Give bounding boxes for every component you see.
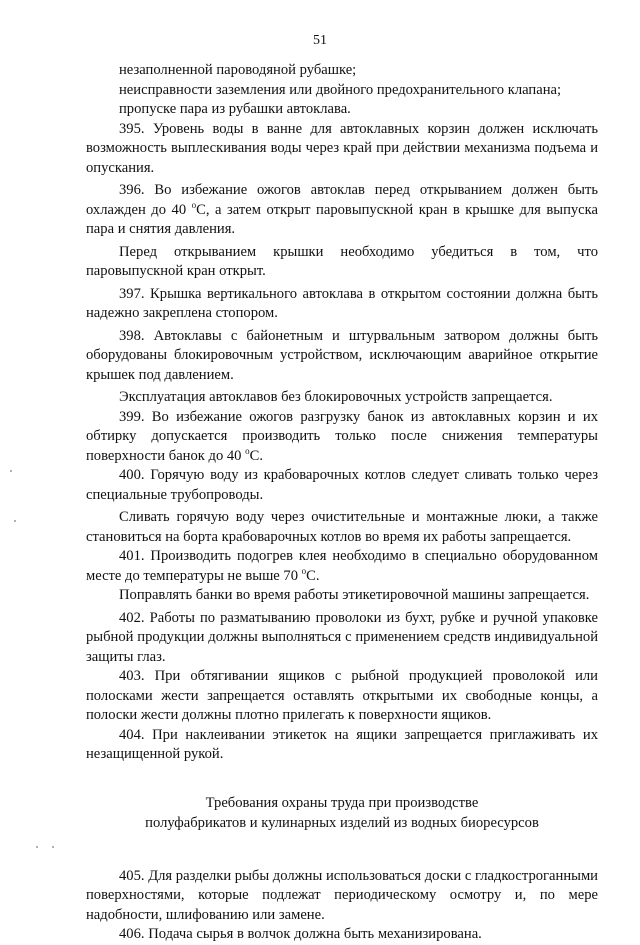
paragraph-399-text-a: 399. Во избежание ожогов разгрузку банок из автоклавных корзин и их обтирку допускается производить только после снижения температуры поверхности банок до 40 bbox=[86, 408, 598, 464]
paragraph-401-continued: Поправлять банки во время работы этикетировочной машины запрещается. bbox=[119, 587, 590, 603]
paragraph-396 bbox=[86, 181, 598, 240]
paragraph-400-continued: Сливать горячую воду через очистительные и монтажные люки, а также становиться на борта крабоварочных котлов во время их работы запрещается. bbox=[86, 509, 598, 545]
page-number: 51 bbox=[313, 33, 327, 48]
paragraph-399-text-b: С. bbox=[249, 447, 264, 464]
list-line-1: незаполненной пароводяной рубашке; bbox=[119, 62, 357, 78]
paragraph-404: 404. При наклеивании этикеток на ящики запрещается приглаживать их незащищенной рукой. bbox=[86, 726, 598, 762]
document-body bbox=[86, 61, 598, 945]
scan-artifact bbox=[14, 520, 16, 522]
section-heading-line-1: Требования охраны труда при производстве bbox=[205, 794, 479, 811]
paragraph-399 bbox=[86, 408, 598, 467]
paragraph-396-continued: Перед открыванием крышки необходимо убедиться в том, что паровыпускной кран открыт. bbox=[86, 243, 598, 279]
paragraph-406: 406. Подача сырья в волчок должна быть механизирована. bbox=[119, 926, 482, 942]
paragraph-398-continued: Эксплуатация автоклавов без блокировочных устройств запрещается. bbox=[119, 389, 553, 405]
paragraph-398: 398. Автоклавы с байонетным и штурвальным затвором должны быть оборудованы блокировочным устройством, исключающим аварийное открытие крышек под давлением. bbox=[86, 327, 598, 383]
paragraph-396-text-a: 396. Во избежание ожогов автоклав перед открыванием должен быть охлажден до 40 bbox=[86, 182, 598, 218]
scan-artifact bbox=[10, 470, 12, 472]
paragraph-401-text-b: С. bbox=[306, 567, 320, 584]
degree-mark: о bbox=[191, 199, 197, 210]
paragraph-401-text-a: 401. Производить подогрев клея необходимо в специально оборудованном месте до температуры не выше 70 bbox=[86, 548, 598, 584]
list-line-3: пропуске пара из рубашки автоклава. bbox=[119, 101, 351, 117]
degree-mark: о bbox=[301, 565, 307, 576]
list-line-2: неисправности заземления или двойного предохранительного клапана; bbox=[119, 81, 562, 98]
paragraph-397: 397. Крышка вертикального автоклава в открытом состоянии должна быть надежно закреплена стопором. bbox=[86, 285, 598, 321]
paragraph-402: 402. Работы по разматыванию проволоки из бухт, рубке и ручной упаковке рыбной продукции должны выполняться с применением средств индивидуальной защиты глаз. bbox=[86, 609, 598, 665]
paragraph-401 bbox=[86, 547, 598, 586]
paragraph-405: 405. Для разделки рыбы должны использоваться доски с гладкостроганными поверхностями, которые подлежат периодическому осмотру и, по мере надобности, шлифованию или замене. bbox=[86, 867, 598, 923]
paragraph-396-text-b: С, а затем открыт паровыпускной кран в крышке для выпуска пара и снятия давления. bbox=[86, 201, 599, 237]
scan-artifact bbox=[52, 846, 54, 848]
paragraph-400: 400. Горячую воду из крабоварочных котлов следует сливать только через специальные трубопроводы. bbox=[86, 467, 598, 503]
degree-mark: о bbox=[245, 445, 250, 456]
paragraph-395: 395. Уровень воды в ванне для автоклавных корзин должен исключать возможность выплескивания воды через край при действии механизма подъема и опускания. bbox=[86, 120, 598, 176]
section-heading-line-2: полуфабрикатов и кулинарных изделий из водных биоресурсов bbox=[145, 814, 539, 831]
scan-artifact bbox=[36, 846, 38, 848]
paragraph-403: 403. При обтягивании ящиков с рыбной продукцией проволокой или полосками жести запрещается оставлять открытыми их свободные концы, а полоски жести должны плотно прилегать к поверхности ящиков. bbox=[86, 668, 598, 723]
